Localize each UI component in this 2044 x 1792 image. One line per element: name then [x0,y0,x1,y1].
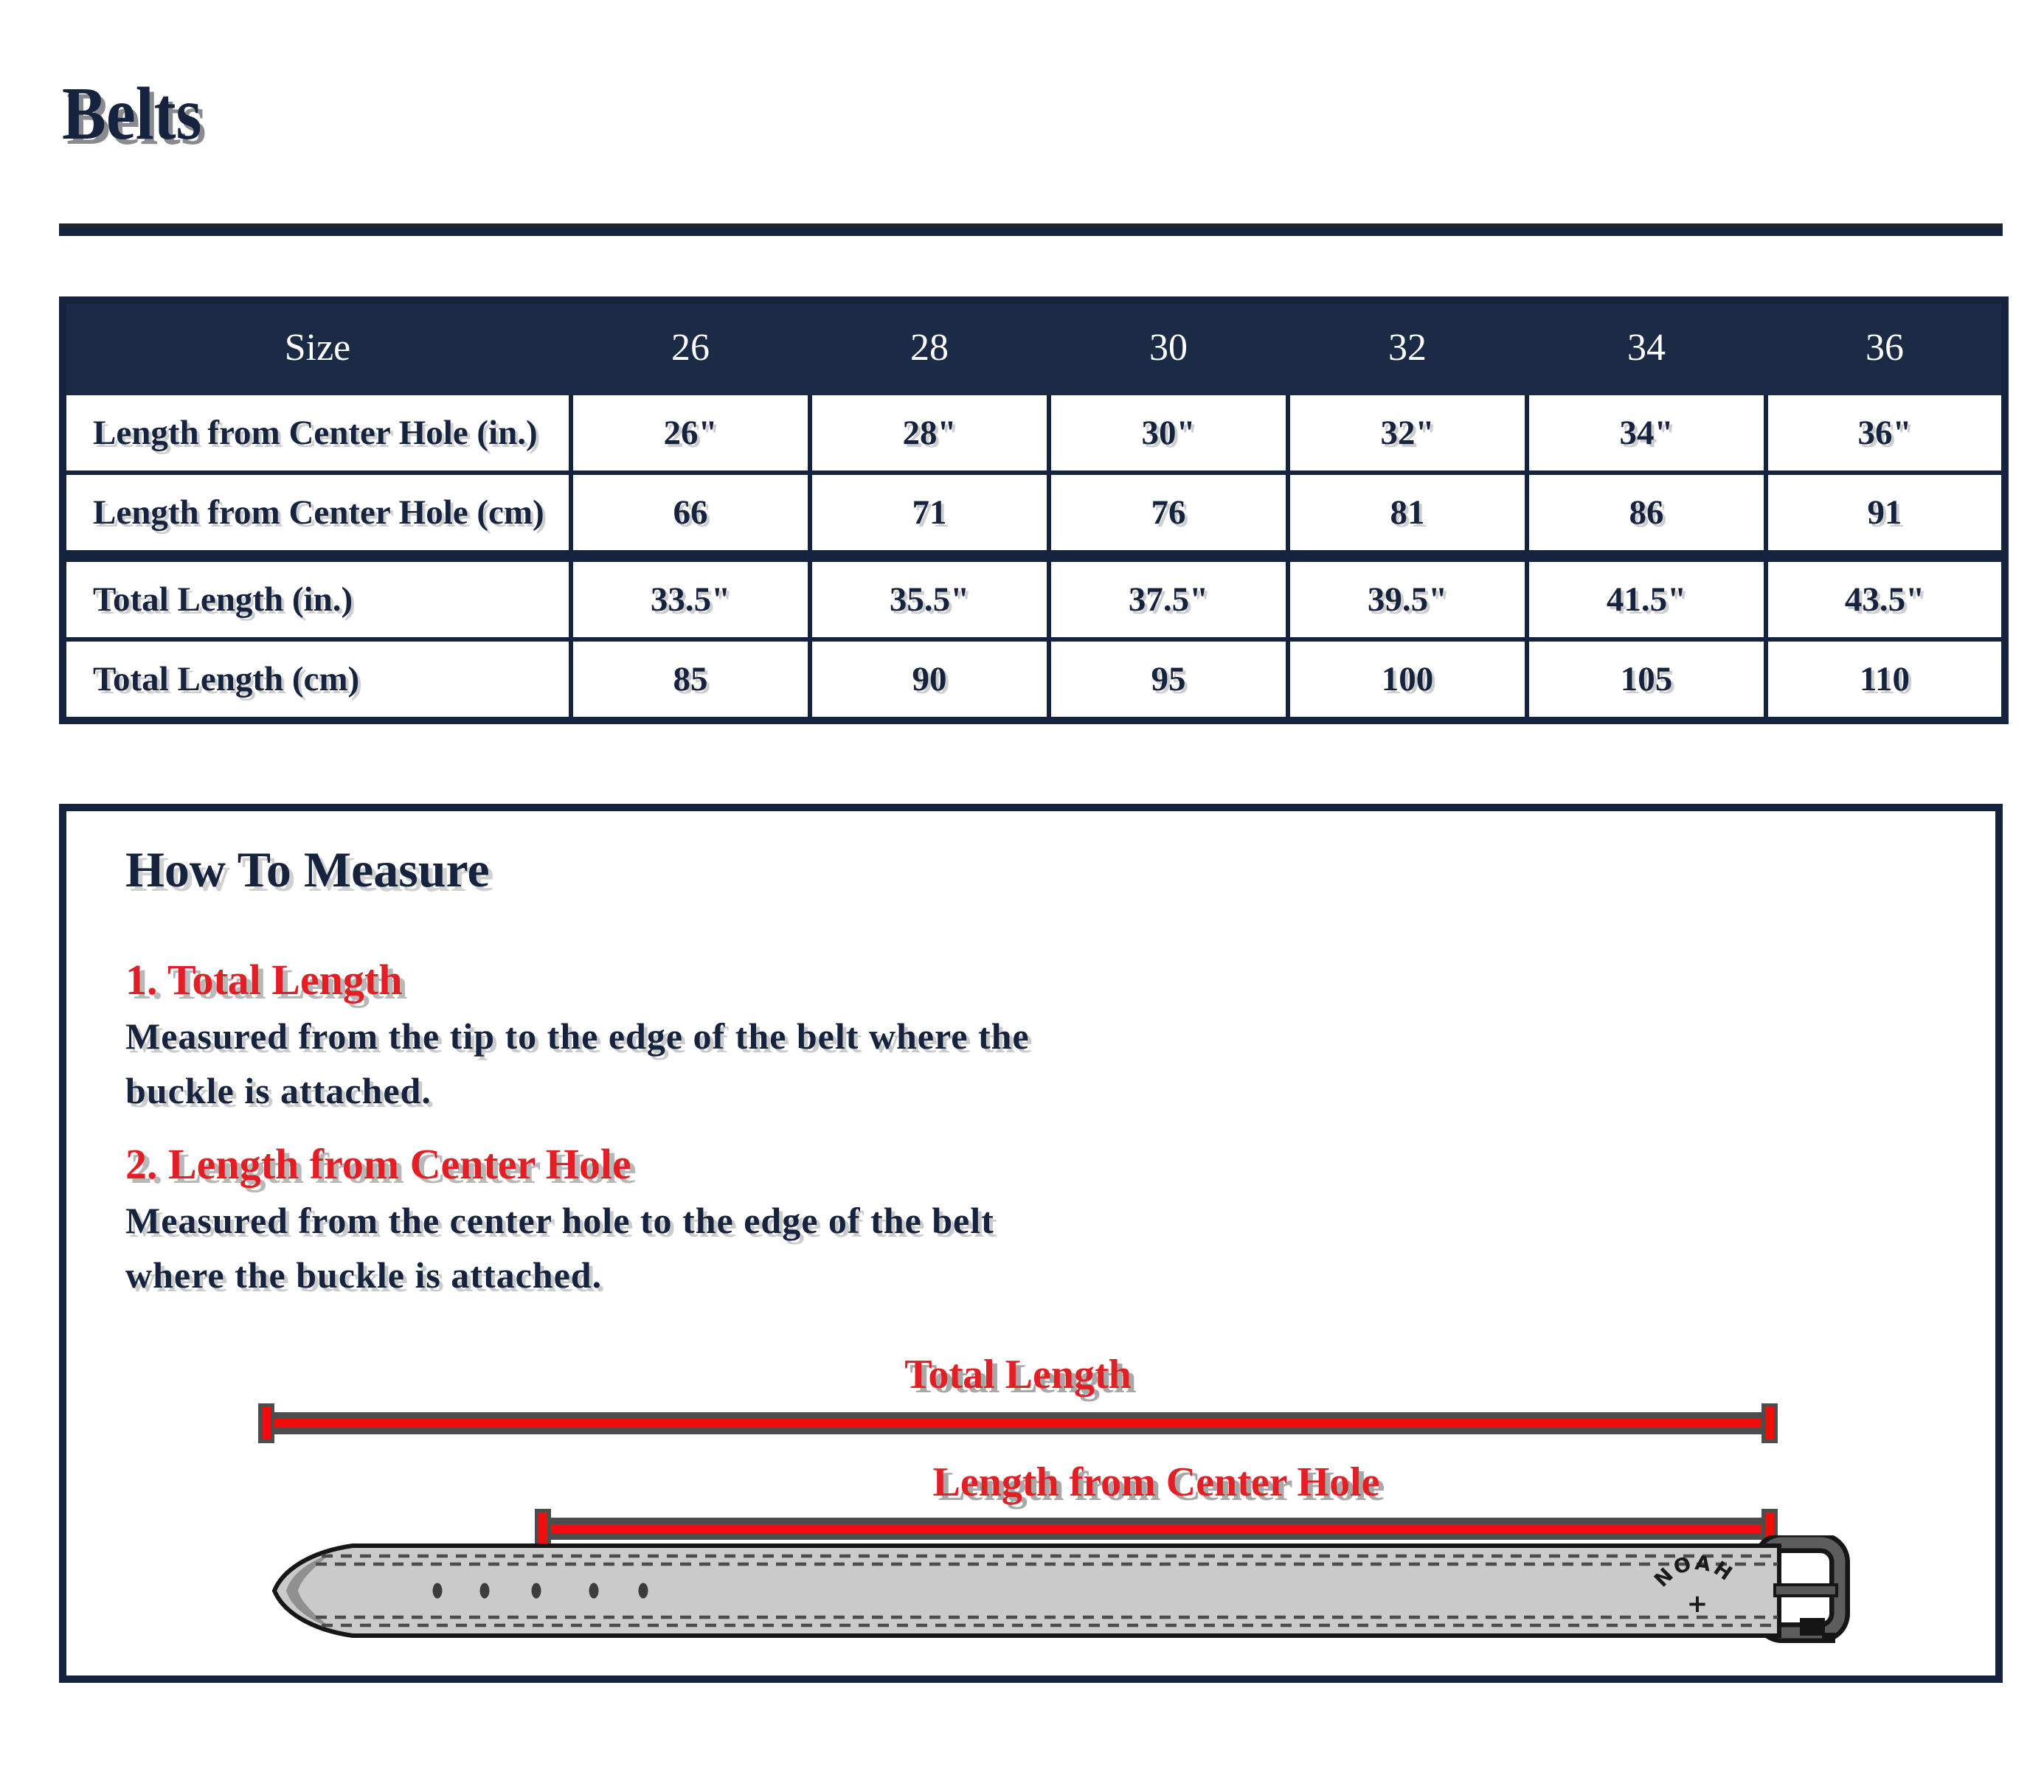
step-2-heading: 2. Length from Center Hole [125,1140,631,1188]
header-size: Size [63,300,571,393]
cell-value: 105 [1527,639,1766,720]
step-1-line-2: buckle is attached. [125,1070,432,1111]
cell-value: 39.5" [1288,556,1527,639]
cell-value: 33.5" [571,556,810,639]
cell-value: 37.5" [1049,556,1288,639]
belt-hole [589,1583,599,1599]
cell-value: 100 [1288,639,1527,720]
header-size-34: 34 [1527,300,1766,393]
row-label: Length from Center Hole (cm) [63,473,571,556]
header-size-28: 28 [810,300,1049,393]
belt-illustration [258,1535,1859,1646]
cell-value: 43.5" [1766,556,2005,639]
cell-value: 26" [571,393,810,473]
cell-value: 81 [1288,473,1527,556]
dimension-tick [262,1407,271,1439]
buckle-prong [1775,1585,1837,1596]
cell-value: 35.5" [810,556,1049,639]
cell-value: 90 [810,639,1049,720]
belt-strap [274,1546,1779,1636]
cell-value: 34" [1527,393,1766,473]
cell-value: 76 [1049,473,1288,556]
belt-hole [433,1583,443,1599]
cell-value: 95 [1049,639,1288,720]
table-row [63,556,2005,639]
header-size-30: 30 [1049,300,1288,393]
buckle-notch [1800,1618,1825,1636]
noah-logo-text: NOAH [1649,1551,1738,1592]
cell-value: 32" [1288,393,1527,473]
cell-value: 41.5" [1527,556,1766,639]
step-2-line-2: where the buckle is attached. [125,1254,603,1296]
step-1-line-1: Measured from the tip to the edge of the belt where the [125,1015,1030,1057]
header-size-36: 36 [1766,300,2005,393]
table-row [63,473,2005,556]
row-label: Total Length (in.) [63,556,571,639]
total-length-dimension-label: Total Length [904,1352,1132,1397]
table-row [63,393,2005,473]
table-header-row [63,300,2005,393]
buckle-foot [1822,1633,1835,1643]
cell-value: 30" [1049,393,1288,473]
cell-value: 66 [571,473,810,556]
cell-value: 91 [1766,473,2005,556]
total-length-dimension-line [262,1412,1774,1434]
cell-value: 85 [571,639,810,720]
belt-size-table [59,296,2009,724]
header-size-26: 26 [571,300,810,393]
row-label: Length from Center Hole (in.) [63,393,571,473]
cell-value: 28" [810,393,1049,473]
how-to-measure-title: How To Measure [125,841,490,897]
belt-hole [639,1583,648,1599]
cell-value: 71 [810,473,1049,556]
step-1-description [125,1009,1030,1118]
belt-hole [480,1583,490,1599]
how-to-measure-panel [59,804,2003,1683]
cell-value: 36" [1766,393,2005,473]
belt-hole [532,1583,541,1599]
cell-value: 110 [1766,639,2005,720]
noah-logo-cross: + [1686,1589,1708,1619]
header-size-32: 32 [1288,300,1527,393]
table-row [63,639,2005,720]
page-title: Belts [62,72,202,156]
dimension-tick [1765,1407,1774,1439]
step-2-line-1: Measured from the center hole to the edge of the belt [125,1200,994,1241]
step-2-description [125,1193,994,1302]
center-hole-dimension-label: Length from Center Hole [932,1459,1380,1505]
row-label: Total Length (cm) [63,639,571,720]
step-1-heading: 1. Total Length [125,956,403,1004]
cell-value: 86 [1527,473,1766,556]
title-divider [59,223,2003,236]
